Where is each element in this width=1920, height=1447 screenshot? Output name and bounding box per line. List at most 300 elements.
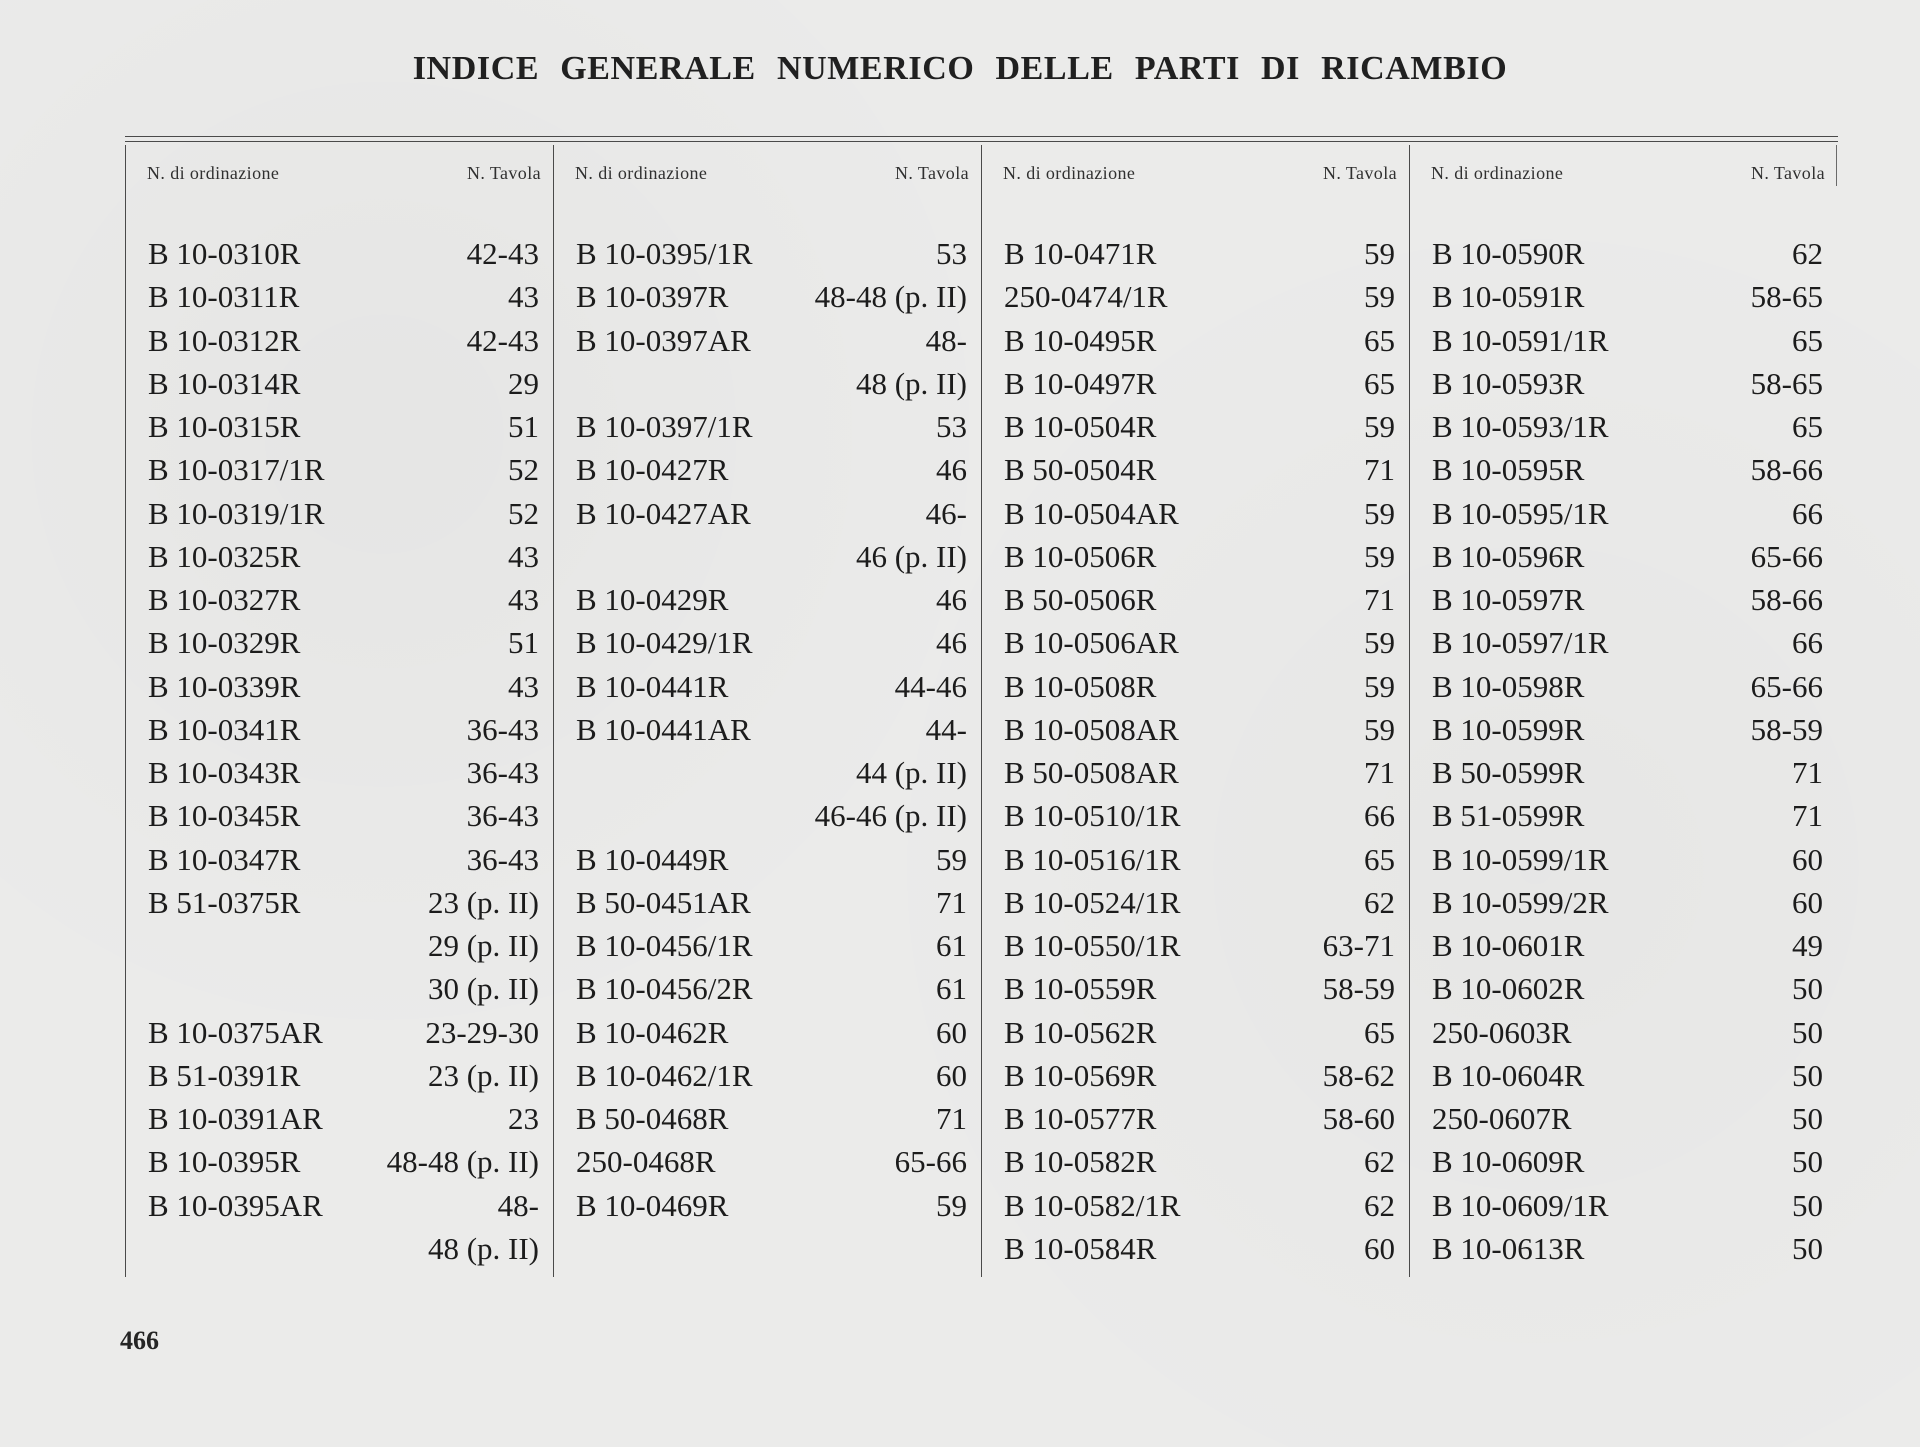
table-number: 65 bbox=[1364, 1014, 1395, 1050]
order-number: B 50-0508AR bbox=[1004, 755, 1179, 790]
index-row bbox=[148, 362, 539, 405]
column-header bbox=[575, 163, 969, 183]
order-number: B 10-0462/1R bbox=[576, 1057, 753, 1093]
index-row bbox=[576, 665, 967, 708]
table-number: 43 bbox=[508, 538, 539, 574]
index-row bbox=[1004, 405, 1395, 448]
index-row bbox=[1004, 319, 1395, 362]
order-number: B 10-0613R bbox=[1432, 1230, 1585, 1266]
index-row bbox=[148, 578, 539, 621]
order-number: B 10-0347R bbox=[148, 841, 301, 877]
index-row bbox=[1432, 319, 1823, 362]
index-row bbox=[1004, 362, 1395, 405]
table-number: 58-59 bbox=[1750, 711, 1823, 747]
table-number: 48- bbox=[925, 322, 967, 358]
table-number: 60 bbox=[1792, 841, 1823, 877]
order-number: B 10-0343R bbox=[148, 755, 301, 790]
index-row bbox=[1432, 1097, 1823, 1140]
table-number: 46 bbox=[936, 582, 967, 617]
table-number: 50 bbox=[1792, 1014, 1823, 1050]
column-header bbox=[1003, 163, 1397, 183]
order-number: 250-0603R bbox=[1432, 1014, 1572, 1050]
table-number: 60 bbox=[1792, 884, 1823, 920]
order-number: B 10-0471R bbox=[1004, 236, 1157, 271]
order-number: B 10-0341R bbox=[148, 711, 301, 747]
index-row bbox=[148, 1140, 539, 1183]
order-number: B 10-0508R bbox=[1004, 668, 1157, 704]
table-number: 71 bbox=[1364, 755, 1395, 790]
order-number: B 10-0516/1R bbox=[1004, 841, 1181, 877]
index-row bbox=[148, 448, 539, 491]
index-row bbox=[148, 1227, 539, 1270]
table-number: 58-62 bbox=[1322, 1057, 1395, 1093]
index-row bbox=[1432, 405, 1823, 448]
order-number: B 10-0449R bbox=[576, 841, 729, 877]
order-number: B 10-0397/1R bbox=[576, 409, 753, 444]
order-number: B 10-0597R bbox=[1432, 582, 1585, 617]
index-row bbox=[1432, 275, 1823, 318]
index-row bbox=[1004, 924, 1395, 967]
order-number: B 10-0596R bbox=[1432, 538, 1585, 574]
table-number: 46 bbox=[936, 452, 967, 488]
table-number: 43 bbox=[508, 582, 539, 617]
table-number: 49 bbox=[1792, 928, 1823, 963]
order-number: B 10-0562R bbox=[1004, 1014, 1157, 1050]
table-number: 42-43 bbox=[466, 236, 539, 271]
index-row bbox=[1432, 838, 1823, 881]
order-number: B 10-0441R bbox=[576, 668, 729, 704]
index-row bbox=[1432, 362, 1823, 405]
order-number: B 10-0604R bbox=[1432, 1057, 1585, 1093]
index-row bbox=[148, 1011, 539, 1054]
table-number: 53 bbox=[936, 236, 967, 271]
index-row bbox=[1432, 1054, 1823, 1097]
table-number: 59 bbox=[1364, 279, 1395, 315]
header-table-number: N. Tavola bbox=[467, 163, 541, 183]
index-row bbox=[576, 492, 967, 535]
table-number: 65-66 bbox=[894, 1144, 967, 1180]
order-number: B 10-0441AR bbox=[576, 711, 751, 747]
table-number: 58-65 bbox=[1750, 279, 1823, 315]
order-number: B 10-0339R bbox=[148, 668, 301, 704]
index-row bbox=[576, 621, 967, 664]
order-number: B 10-0327R bbox=[148, 582, 301, 617]
index-row bbox=[1432, 881, 1823, 924]
table-number: 52 bbox=[508, 495, 539, 531]
table-number: 66 bbox=[1792, 625, 1823, 661]
index-row bbox=[576, 319, 967, 362]
order-number: B 51-0391R bbox=[148, 1057, 301, 1093]
order-number: B 10-0345R bbox=[148, 798, 301, 834]
table-number: 50 bbox=[1792, 1101, 1823, 1136]
order-number: B 10-0504R bbox=[1004, 409, 1157, 444]
index-row bbox=[1432, 924, 1823, 967]
table-number: 29 (p. II) bbox=[427, 928, 539, 963]
order-number: B 10-0427R bbox=[576, 452, 729, 488]
order-number: B 51-0599R bbox=[1432, 798, 1585, 834]
order-number: B 10-0524/1R bbox=[1004, 884, 1181, 920]
index-row bbox=[576, 1140, 967, 1183]
table-number: 59 bbox=[1364, 625, 1395, 661]
column-divider bbox=[125, 145, 126, 1277]
order-number: B 10-0319/1R bbox=[148, 495, 325, 531]
table-number: 58-66 bbox=[1750, 452, 1823, 488]
index-row bbox=[576, 794, 967, 837]
order-number: B 10-0506AR bbox=[1004, 625, 1179, 661]
order-number: B 10-0599R bbox=[1432, 711, 1585, 747]
index-row bbox=[148, 275, 539, 318]
index-row bbox=[1004, 492, 1395, 535]
table-number: 46 (p. II) bbox=[855, 538, 967, 574]
order-number: 250-0474/1R bbox=[1004, 279, 1168, 315]
table-number: 23-29-30 bbox=[425, 1014, 539, 1050]
index-row bbox=[1432, 232, 1823, 275]
table-number: 60 bbox=[1364, 1230, 1395, 1266]
table-number: 62 bbox=[1792, 236, 1823, 271]
order-number: B 50-0451AR bbox=[576, 884, 751, 920]
order-number: B 10-0591/1R bbox=[1432, 322, 1609, 358]
table-number: 62 bbox=[1364, 884, 1395, 920]
table-number: 44- bbox=[925, 711, 967, 747]
order-number: B 10-0462R bbox=[576, 1014, 729, 1050]
index-row bbox=[148, 924, 539, 967]
index-row bbox=[576, 578, 967, 621]
index-row bbox=[1432, 578, 1823, 621]
order-number: B 10-0590R bbox=[1432, 236, 1585, 271]
order-number: B 10-0591R bbox=[1432, 279, 1585, 315]
index-row bbox=[1004, 535, 1395, 578]
table-number: 66 bbox=[1792, 495, 1823, 531]
table-number: 71 bbox=[1364, 582, 1395, 617]
table-number: 30 (p. II) bbox=[427, 971, 539, 1007]
order-number: B 10-0601R bbox=[1432, 928, 1585, 963]
index-row bbox=[1432, 708, 1823, 751]
index-row bbox=[148, 405, 539, 448]
order-number: B 10-0315R bbox=[148, 409, 301, 444]
table-number: 50 bbox=[1792, 1230, 1823, 1266]
order-number: B 50-0468R bbox=[576, 1101, 729, 1136]
table-number: 65-66 bbox=[1750, 538, 1823, 574]
table-number: 48-48 (p. II) bbox=[386, 1144, 539, 1180]
index-row bbox=[148, 232, 539, 275]
table-number: 46 bbox=[936, 625, 967, 661]
column-divider bbox=[981, 145, 982, 1277]
order-number: B 10-0508AR bbox=[1004, 711, 1179, 747]
index-row bbox=[576, 275, 967, 318]
table-number: 59 bbox=[1364, 711, 1395, 747]
index-row bbox=[148, 1054, 539, 1097]
index-row bbox=[576, 1054, 967, 1097]
table-number: 43 bbox=[508, 279, 539, 315]
index-row bbox=[148, 1184, 539, 1227]
table-number: 46-46 (p. II) bbox=[814, 798, 967, 834]
index-row bbox=[576, 362, 967, 405]
order-number: B 10-0469R bbox=[576, 1187, 729, 1223]
table-number: 60 bbox=[936, 1057, 967, 1093]
table-number: 65 bbox=[1364, 322, 1395, 358]
table-number: 58-59 bbox=[1322, 971, 1395, 1007]
order-number: B 10-0598R bbox=[1432, 668, 1585, 704]
index-row bbox=[1432, 492, 1823, 535]
order-number: B 51-0375R bbox=[148, 884, 301, 920]
order-number: B 10-0456/2R bbox=[576, 971, 753, 1007]
index-row bbox=[1004, 578, 1395, 621]
table-number: 61 bbox=[936, 971, 967, 1007]
order-number: B 10-0609/1R bbox=[1432, 1187, 1609, 1223]
order-number: B 10-0395AR bbox=[148, 1187, 323, 1223]
order-number: B 10-0593R bbox=[1432, 365, 1585, 401]
order-number: B 10-0584R bbox=[1004, 1230, 1157, 1266]
index-row bbox=[1432, 1184, 1823, 1227]
index-row bbox=[148, 881, 539, 924]
index-row bbox=[1004, 621, 1395, 664]
table-number: 71 bbox=[1364, 452, 1395, 488]
index-row bbox=[1432, 535, 1823, 578]
order-number: B 10-0595R bbox=[1432, 452, 1585, 488]
index-row bbox=[1004, 967, 1395, 1010]
header-rule-double-bottom bbox=[125, 141, 1838, 142]
index-row bbox=[1004, 1227, 1395, 1270]
index-row bbox=[576, 1011, 967, 1054]
index-row bbox=[1004, 1140, 1395, 1183]
index-row bbox=[148, 838, 539, 881]
index-row bbox=[148, 319, 539, 362]
order-number: B 10-0559R bbox=[1004, 971, 1157, 1007]
table-number: 51 bbox=[508, 625, 539, 661]
index-row bbox=[148, 665, 539, 708]
order-number: B 10-0582R bbox=[1004, 1144, 1157, 1180]
table-number: 59 bbox=[1364, 538, 1395, 574]
order-number: B 10-0325R bbox=[148, 538, 301, 574]
order-number: B 10-0550/1R bbox=[1004, 928, 1181, 963]
order-number: B 10-0497R bbox=[1004, 365, 1157, 401]
index-row bbox=[1432, 448, 1823, 491]
table-number: 48 (p. II) bbox=[855, 365, 967, 401]
index-row bbox=[576, 751, 967, 794]
table-number: 23 (p. II) bbox=[427, 884, 539, 920]
order-number: B 10-0506R bbox=[1004, 538, 1157, 574]
order-number: B 50-0599R bbox=[1432, 755, 1585, 790]
table-number: 71 bbox=[936, 1101, 967, 1136]
table-number: 71 bbox=[1792, 798, 1823, 834]
table-number: 66 bbox=[1364, 798, 1395, 834]
table-number: 36-43 bbox=[466, 755, 539, 790]
index-row bbox=[148, 794, 539, 837]
index-row bbox=[1004, 665, 1395, 708]
header-table-number: N. Tavola bbox=[1323, 163, 1397, 183]
index-row bbox=[576, 838, 967, 881]
header-table-number: N. Tavola bbox=[895, 163, 969, 183]
index-row bbox=[1432, 1011, 1823, 1054]
order-number: B 10-0310R bbox=[148, 236, 301, 271]
header-order-number: N. di ordinazione bbox=[575, 163, 708, 183]
index-row bbox=[576, 881, 967, 924]
table-number: 50 bbox=[1792, 1057, 1823, 1093]
table-number: 61 bbox=[936, 928, 967, 963]
header-rule-double-top bbox=[125, 136, 1838, 137]
index-row bbox=[576, 232, 967, 275]
table-number: 65-66 bbox=[1750, 668, 1823, 704]
index-row bbox=[576, 967, 967, 1010]
table-number: 62 bbox=[1364, 1187, 1395, 1223]
column-header bbox=[147, 163, 541, 183]
index-row bbox=[1432, 794, 1823, 837]
table-number: 65 bbox=[1364, 841, 1395, 877]
table-number: 59 bbox=[1364, 409, 1395, 444]
index-row bbox=[1004, 1184, 1395, 1227]
table-number: 48-48 (p. II) bbox=[814, 279, 967, 315]
order-number: B 10-0599/2R bbox=[1432, 884, 1609, 920]
table-number: 50 bbox=[1792, 971, 1823, 1007]
table-number: 36-43 bbox=[466, 841, 539, 877]
index-row bbox=[148, 1097, 539, 1140]
parts-index-table bbox=[125, 145, 1838, 1277]
index-row bbox=[576, 1097, 967, 1140]
index-row bbox=[576, 405, 967, 448]
table-number: 65 bbox=[1792, 322, 1823, 358]
page-title: INDICE GENERALE NUMERICO DELLE PARTI DI RICAMBIO bbox=[412, 50, 1508, 87]
table-number: 50 bbox=[1792, 1144, 1823, 1180]
order-number: B 10-0329R bbox=[148, 625, 301, 661]
order-number: B 10-0510/1R bbox=[1004, 798, 1181, 834]
table-number: 44-46 bbox=[894, 668, 967, 704]
order-number: B 10-0314R bbox=[148, 365, 301, 401]
table-number: 58-66 bbox=[1750, 582, 1823, 617]
order-number: B 10-0569R bbox=[1004, 1057, 1157, 1093]
header-order-number: N. di ordinazione bbox=[1003, 163, 1136, 183]
index-row bbox=[1004, 275, 1395, 318]
order-number: B 10-0397AR bbox=[576, 322, 751, 358]
table-number: 63-71 bbox=[1322, 928, 1395, 963]
order-number: B 10-0395/1R bbox=[576, 236, 753, 271]
order-number: B 10-0602R bbox=[1432, 971, 1585, 1007]
table-number: 65 bbox=[1792, 409, 1823, 444]
index-row bbox=[148, 751, 539, 794]
index-row bbox=[1004, 1054, 1395, 1097]
order-number: B 10-0495R bbox=[1004, 322, 1157, 358]
index-row bbox=[576, 1184, 967, 1227]
index-row bbox=[1004, 708, 1395, 751]
table-number: 71 bbox=[1792, 755, 1823, 790]
index-row bbox=[576, 708, 967, 751]
index-rows bbox=[1004, 232, 1395, 1270]
order-number: B 10-0427AR bbox=[576, 495, 751, 531]
table-number: 29 bbox=[508, 365, 539, 401]
table-number: 53 bbox=[936, 409, 967, 444]
order-number: B 10-0597/1R bbox=[1432, 625, 1609, 661]
index-row bbox=[1004, 838, 1395, 881]
table-number: 48 (p. II) bbox=[427, 1230, 539, 1266]
index-row bbox=[1004, 1097, 1395, 1140]
order-number: 250-0607R bbox=[1432, 1101, 1572, 1136]
column-divider bbox=[1409, 145, 1410, 1277]
table-number: 58-60 bbox=[1322, 1101, 1395, 1136]
table-number: 46- bbox=[925, 495, 967, 531]
table-number: 59 bbox=[1364, 668, 1395, 704]
order-number: B 50-0504R bbox=[1004, 452, 1157, 488]
index-column-3 bbox=[981, 145, 1409, 1277]
order-number: 250-0468R bbox=[576, 1144, 716, 1180]
order-number: B 10-0577R bbox=[1004, 1101, 1157, 1136]
table-number: 50 bbox=[1792, 1187, 1823, 1223]
table-number: 59 bbox=[1364, 495, 1395, 531]
table-number: 59 bbox=[936, 1187, 967, 1223]
index-row bbox=[576, 924, 967, 967]
index-row bbox=[1432, 751, 1823, 794]
table-number: 52 bbox=[508, 452, 539, 488]
table-number: 36-43 bbox=[466, 798, 539, 834]
table-number: 23 (p. II) bbox=[427, 1057, 539, 1093]
table-number: 59 bbox=[936, 841, 967, 877]
order-number: B 10-0593/1R bbox=[1432, 409, 1609, 444]
index-row bbox=[1004, 881, 1395, 924]
index-row bbox=[1004, 448, 1395, 491]
order-number: B 10-0429/1R bbox=[576, 625, 753, 661]
index-row bbox=[148, 621, 539, 664]
index-column-2 bbox=[553, 145, 981, 1277]
table-number: 58-65 bbox=[1750, 365, 1823, 401]
order-number: B 10-0582/1R bbox=[1004, 1187, 1181, 1223]
page-number: 466 bbox=[120, 1326, 159, 1355]
column-header bbox=[1431, 163, 1825, 183]
header-table-number: N. Tavola bbox=[1751, 163, 1825, 183]
table-number: 23 bbox=[508, 1101, 539, 1136]
order-number: B 10-0599/1R bbox=[1432, 841, 1609, 877]
order-number: B 10-0375AR bbox=[148, 1014, 323, 1050]
order-number: B 10-0456/1R bbox=[576, 928, 753, 963]
table-number: 51 bbox=[508, 409, 539, 444]
index-row bbox=[1004, 232, 1395, 275]
index-row bbox=[1432, 1140, 1823, 1183]
table-number: 42-43 bbox=[466, 322, 539, 358]
index-row bbox=[148, 535, 539, 578]
index-row bbox=[1004, 1011, 1395, 1054]
order-number: B 10-0312R bbox=[148, 322, 301, 358]
index-row bbox=[576, 448, 967, 491]
index-row bbox=[1432, 665, 1823, 708]
order-number: B 10-0609R bbox=[1432, 1144, 1585, 1180]
table-number: 36-43 bbox=[466, 711, 539, 747]
column-divider bbox=[553, 145, 554, 1277]
index-rows bbox=[1432, 232, 1823, 1270]
order-number: B 10-0391AR bbox=[148, 1101, 323, 1136]
index-row bbox=[576, 535, 967, 578]
index-row bbox=[148, 492, 539, 535]
index-row bbox=[148, 708, 539, 751]
header-order-number: N. di ordinazione bbox=[1431, 163, 1564, 183]
index-rows bbox=[576, 232, 967, 1227]
index-row bbox=[1432, 621, 1823, 664]
order-number: B 10-0429R bbox=[576, 582, 729, 617]
order-number: B 10-0595/1R bbox=[1432, 495, 1609, 531]
index-row bbox=[1004, 751, 1395, 794]
table-number: 62 bbox=[1364, 1144, 1395, 1180]
table-number: 60 bbox=[936, 1014, 967, 1050]
index-row bbox=[1004, 794, 1395, 837]
table-number: 59 bbox=[1364, 236, 1395, 271]
order-number: B 10-0317/1R bbox=[148, 452, 325, 488]
table-number: 65 bbox=[1364, 365, 1395, 401]
order-number: B 10-0397R bbox=[576, 279, 729, 315]
index-row bbox=[1432, 1227, 1823, 1270]
table-number: 43 bbox=[508, 668, 539, 704]
table-number: 44 (p. II) bbox=[855, 755, 967, 790]
column-divider-right bbox=[1836, 145, 1837, 186]
order-number: B 10-0504AR bbox=[1004, 495, 1179, 531]
order-number: B 10-0395R bbox=[148, 1144, 301, 1180]
index-column-1 bbox=[125, 145, 553, 1277]
table-number: 71 bbox=[936, 884, 967, 920]
